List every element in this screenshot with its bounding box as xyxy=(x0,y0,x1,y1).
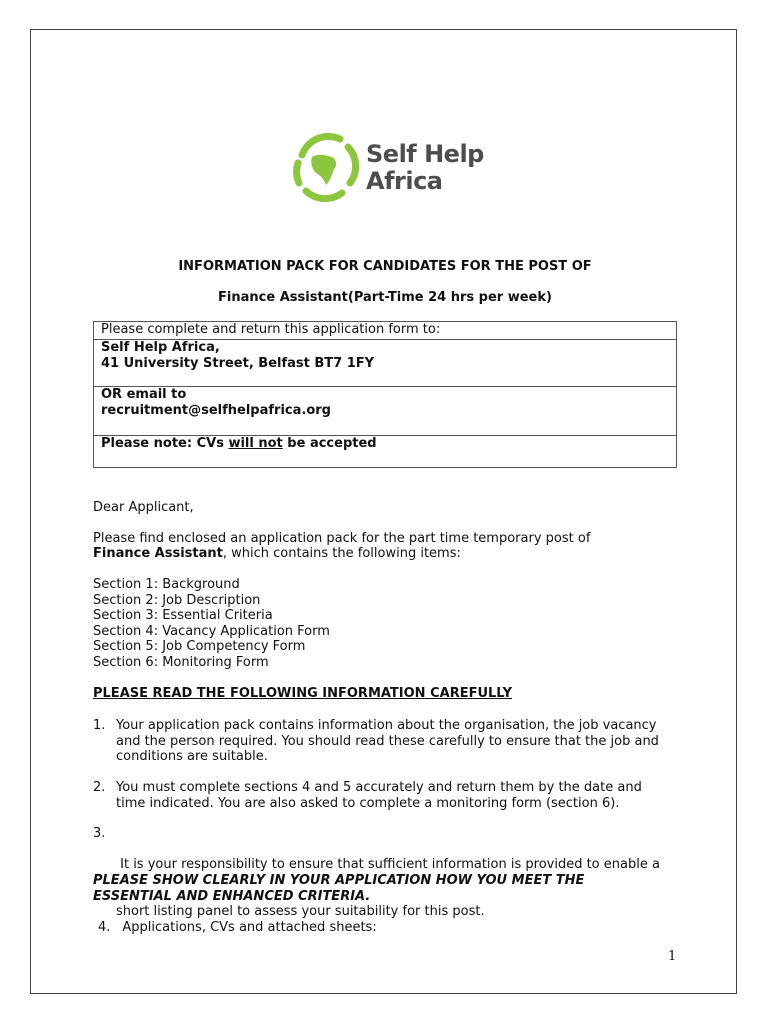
intro-line-1: Please find enclosed an application pack for the part time temporary post of xyxy=(93,531,591,546)
list-item: Section 4: Vacancy Application Form xyxy=(93,623,330,639)
intro-line-2 xyxy=(93,546,461,562)
org-address: 41 University Street, Belfast BT7 1FY xyxy=(101,355,375,371)
item-line: It is your responsibility to ensure that sufficient information is provided to enable a xyxy=(116,857,660,872)
return-address-box xyxy=(93,321,677,468)
item-number: 4. xyxy=(98,920,111,935)
item-4 xyxy=(98,920,377,936)
box-intro: Please complete and return this application form to: xyxy=(94,322,676,340)
logo-line-2: Africa xyxy=(366,167,443,195)
item-line: time indicated. You are also asked to complete a monitoring form (section 6). xyxy=(116,795,620,811)
item-line: conditions are suitable. xyxy=(116,749,268,764)
box-email xyxy=(94,387,676,436)
item-line: Your application pack contains information about the organisation, the job vacancy xyxy=(116,718,657,733)
list-item: Section 5: Job Competency Form xyxy=(93,639,306,654)
criteria-heading-line-1: PLEASE SHOW CLEARLY IN YOUR APPLICATION HOW YOU MEET THE xyxy=(93,873,585,888)
criteria-heading xyxy=(93,873,584,904)
page-number: 1 xyxy=(668,949,677,964)
post-title: Finance Assistant(Part-Time 24 hrs per week) xyxy=(218,290,552,305)
logo-line-1: Self Help xyxy=(366,140,484,168)
intro-rest: , which contains the following items: xyxy=(222,546,461,561)
item-2 xyxy=(93,780,642,811)
criteria-heading-line-2: ESSENTIAL AND ENHANCED CRITERIA. xyxy=(93,888,371,904)
section-list xyxy=(93,577,330,670)
box-address xyxy=(94,340,676,387)
note-pre: Please note: CVs xyxy=(101,436,229,451)
item-line: short listing panel to assess your suitability for this post. xyxy=(116,903,485,919)
box-note xyxy=(94,436,676,467)
list-item: Section 6: Monitoring Form xyxy=(93,654,269,670)
note-post: be accepted xyxy=(282,436,377,451)
list-item: Section 3: Essential Criteria xyxy=(93,608,273,623)
intro-bold: Finance Assistant xyxy=(93,546,223,561)
item-line: You must complete sections 4 and 5 accurately and return them by the date and xyxy=(116,780,642,795)
list-item: Section 2: Job Description xyxy=(93,592,261,608)
read-heading: PLEASE READ THE FOLLOWING INFORMATION CAREFULLY xyxy=(93,686,512,701)
greeting: Dear Applicant, xyxy=(93,500,194,515)
org-name: Self Help Africa, xyxy=(101,340,220,355)
item-1 xyxy=(93,718,659,765)
logo-wordmark xyxy=(366,141,484,195)
item-number: 1. xyxy=(93,718,106,733)
pack-title: INFORMATION PACK FOR CANDIDATES FOR THE POST OF xyxy=(178,259,592,274)
item-line: and the person required. You should read these carefully to ensure that the job and xyxy=(116,733,659,749)
item-number: 2. xyxy=(93,780,106,795)
note-underlined: will not xyxy=(228,436,283,451)
africa-globe-icon xyxy=(292,133,360,203)
email-link[interactable]: recruitment@selfhelpafrica.org xyxy=(101,402,331,418)
item-line: Applications, CVs and attached sheets: xyxy=(122,920,377,935)
self-help-africa-logo xyxy=(292,133,492,203)
list-item: Section 1: Background xyxy=(93,577,240,592)
item-number: 3. xyxy=(93,826,106,841)
email-label: OR email to xyxy=(101,387,187,402)
